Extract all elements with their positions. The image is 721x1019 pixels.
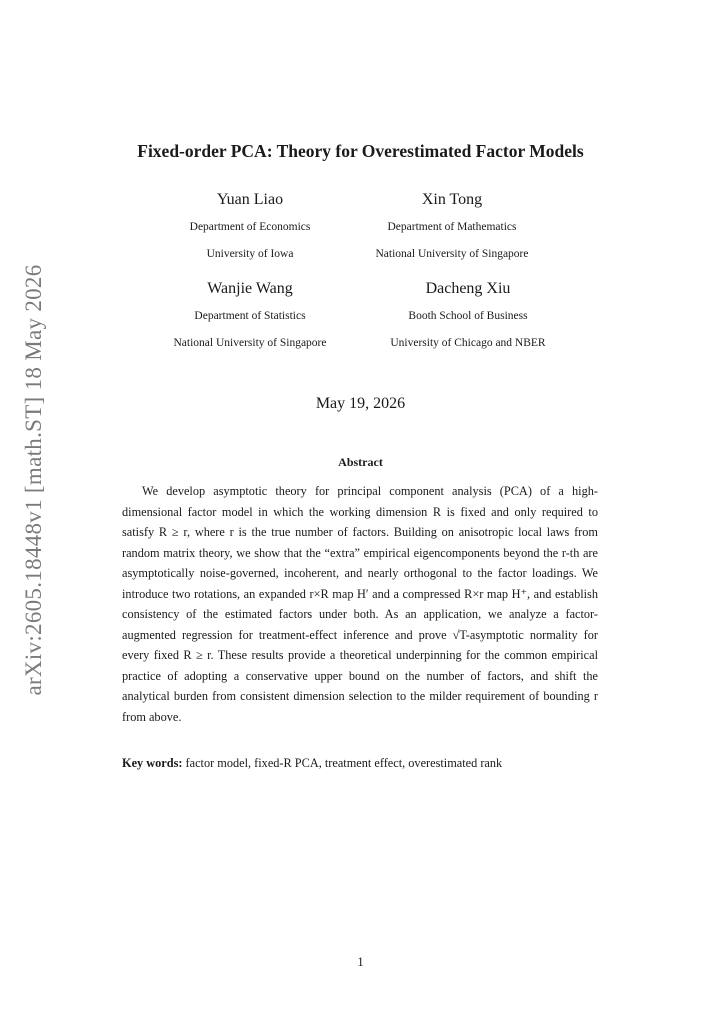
author-department: Booth School of Business (408, 310, 528, 322)
page-number: 1 (357, 955, 364, 969)
author-institution: University of Chicago and NBER (390, 337, 546, 349)
abstract-heading: Abstract (338, 455, 383, 469)
abstract-text: We develop asymptotic theory for principal component analysis (PCA) of a high-dimensional factor model in which the working dimension R is fixed and only required to satisfy R ≥ r, where r is the true number of factors. Building on anisotropic local laws from random matrix theory, we show that the “extra” empirical eigencomponents beyond the r-th are asymptotically noise-governed, incoherent, and nearly orthogonal to the factor loadings. We introduce two rotations, an expanded r×R map H′ and a compressed R×r map H⁺, and establish consistency of the estimated factors under both. As an application, we analyze a factor-augmented regression for treatment-effect inference and prove √T-asymptotic normality for every fixed R ≥ r. These results provide a theoretical underpinning for the common empirical practice of adopting a conservative upper bound on the number of factors, and shift the analytical burden from consistent dimension selection to the milder requirement of bounding r from above. (122, 484, 598, 724)
author-institution: National University of Singapore (375, 248, 529, 260)
author-name: Wanjie Wang (207, 280, 293, 297)
author-department: Department of Mathematics (387, 221, 517, 233)
author-institution: National University of Singapore (173, 337, 327, 349)
author-department: Department of Statistics (194, 310, 306, 322)
keywords-line (122, 756, 598, 771)
publication-date: May 19, 2026 (315, 395, 406, 412)
author-name: Dacheng Xiu (425, 280, 511, 297)
author-name: Xin Tong (421, 191, 483, 208)
author-department: Department of Economics (189, 221, 311, 233)
author-block-4 (348, 279, 588, 357)
author-block-3 (130, 279, 370, 357)
keywords-text: factor model, fixed-R PCA, treatment effect, overestimated rank (185, 756, 503, 770)
author-name: Yuan Liao (216, 191, 284, 208)
author-institution: University of Iowa (206, 248, 294, 260)
author-block-2 (332, 190, 572, 268)
paper-title: Fixed-order PCA: Theory for Overestimated Factor Models (137, 141, 584, 161)
keywords-label: Key words: (122, 756, 183, 770)
arxiv-identifier: arXiv:2605.18448v1 [math.ST] 18 May 2026 (21, 264, 46, 696)
